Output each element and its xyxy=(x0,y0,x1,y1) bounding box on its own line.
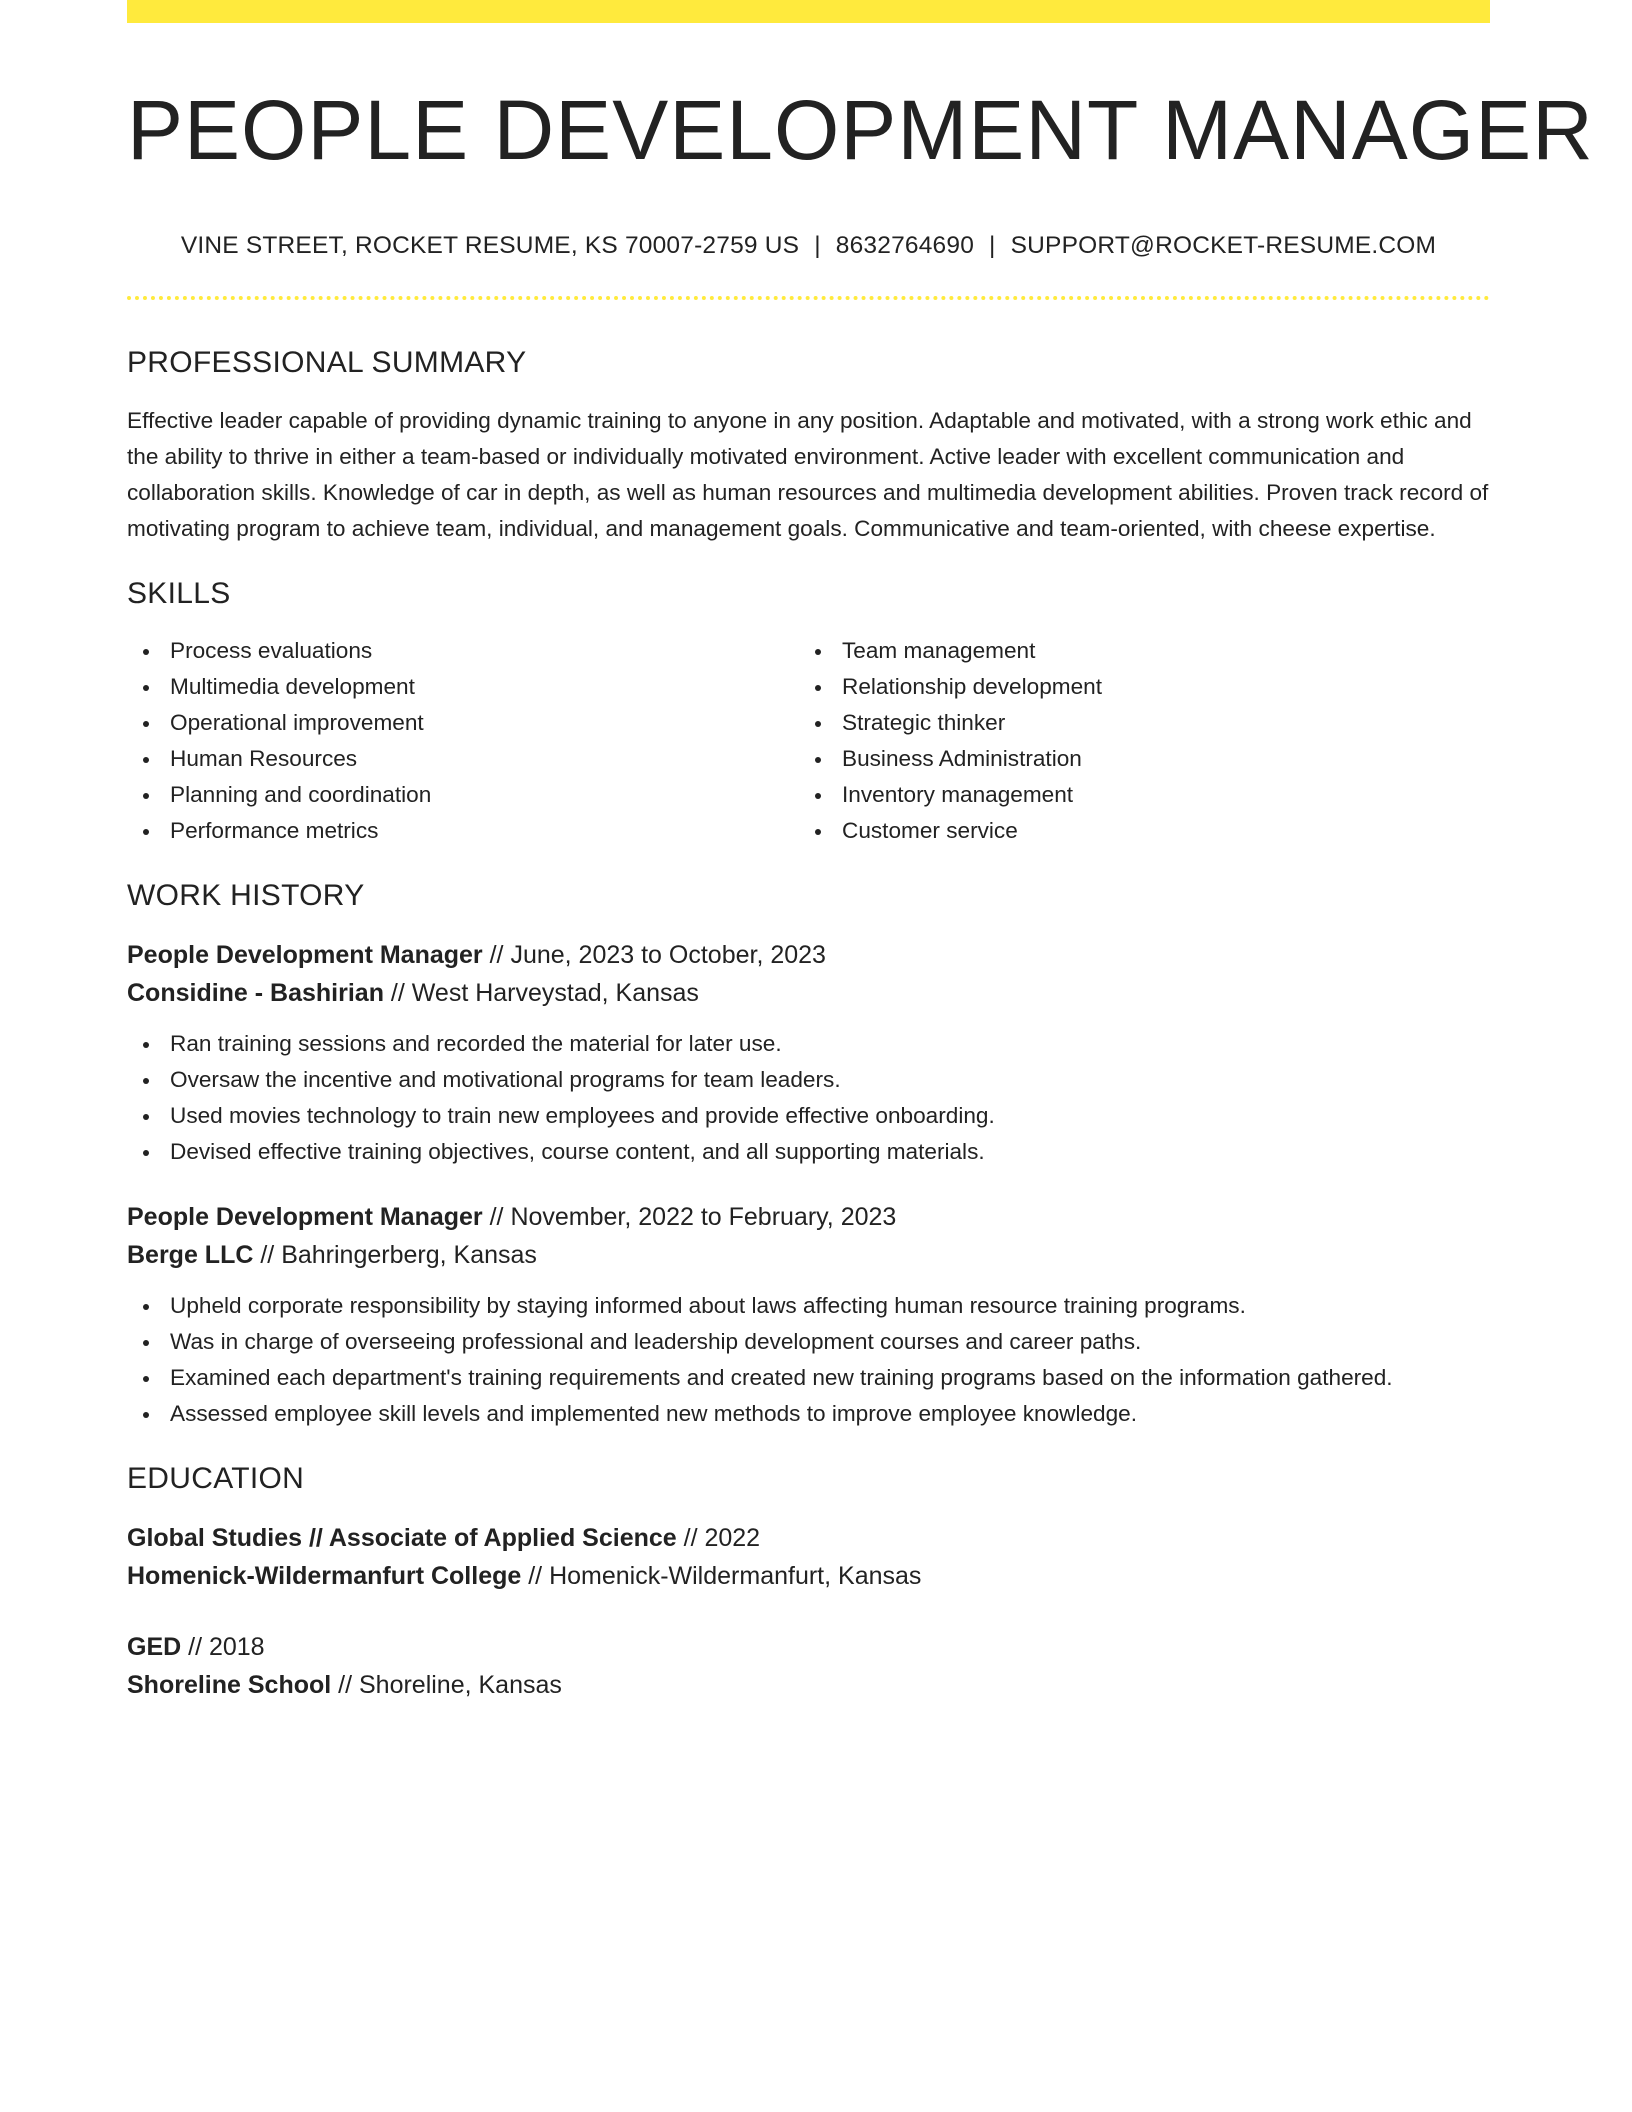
skill-item: Business Administration xyxy=(799,741,1471,777)
skill-item: Relationship development xyxy=(799,669,1471,705)
education-school: Shoreline School xyxy=(127,1671,332,1699)
work-history-heading: WORK HISTORY xyxy=(127,879,365,912)
skill-item: Operational improvement xyxy=(127,705,799,741)
education-school-line xyxy=(127,1666,1490,1704)
job-title-line xyxy=(127,936,1490,974)
job-company: Considine - Bashirian xyxy=(127,979,384,1007)
job-dates: // June, 2023 to October, 2023 xyxy=(482,941,826,969)
education-year: // 2022 xyxy=(676,1524,761,1552)
skill-item: Process evaluations xyxy=(127,633,799,669)
contact-address: VINE STREET, ROCKET RESUME, KS 70007-2759 US xyxy=(180,232,800,259)
skill-item: Multimedia development xyxy=(127,669,799,705)
education-degree: Global Studies // Associate of Applied Science xyxy=(127,1524,677,1552)
skill-item: Strategic thinker xyxy=(799,705,1471,741)
job-bullets xyxy=(127,1288,1490,1432)
skill-item: Human Resources xyxy=(127,741,799,777)
job-company: Berge LLC xyxy=(127,1241,254,1269)
job-location: // Bahringerberg, Kansas xyxy=(253,1241,537,1269)
job-entry xyxy=(127,1198,1490,1432)
job-location: // West Harveystad, Kansas xyxy=(383,979,699,1007)
education-degree: GED xyxy=(127,1633,182,1661)
skill-item: Planning and coordination xyxy=(127,777,799,813)
skill-item: Customer service xyxy=(799,813,1471,849)
job-dates: // November, 2022 to February, 2023 xyxy=(482,1203,897,1231)
job-title-line xyxy=(127,1198,1490,1236)
education-heading: EDUCATION xyxy=(127,1462,305,1495)
job-entry xyxy=(127,936,1490,1170)
job-bullet: Upheld corporate responsibility by staying informed about laws affecting human resource training programs. xyxy=(127,1288,1490,1324)
contact-line xyxy=(127,230,1490,262)
education-location: // Homenick-Wildermanfurt, Kansas xyxy=(521,1562,922,1590)
education-year: // 2018 xyxy=(181,1633,265,1661)
top-accent-bar xyxy=(127,0,1490,23)
job-company-line xyxy=(127,1236,1490,1274)
job-bullet: Assessed employee skill levels and implemented new methods to improve employee knowledge. xyxy=(127,1396,1490,1432)
job-company-line xyxy=(127,974,1490,1012)
job-bullets xyxy=(127,1026,1490,1170)
job-bullet: Used movies technology to train new employees and provide effective onboarding. xyxy=(127,1098,1490,1134)
skills-column-left xyxy=(127,633,799,849)
skills-column-right xyxy=(799,633,1471,849)
education-school: Homenick-Wildermanfurt College xyxy=(127,1562,522,1590)
summary-heading: PROFESSIONAL SUMMARY xyxy=(127,346,527,379)
resume-document xyxy=(127,0,1594,1704)
contact-separator: | xyxy=(814,232,821,259)
job-bullet: Examined each department's training requirements and created new training programs based on the information gathered. xyxy=(127,1360,1490,1396)
education-entry xyxy=(127,1519,1490,1595)
job-role: People Development Manager xyxy=(127,941,483,969)
education-entry xyxy=(127,1628,1490,1704)
summary-text: Effective leader capable of providing dynamic training to anyone in any position. Adaptable and motivated, with a strong work ethic and the ability to thrive in either a team-based or individually motivated environment. Active leader with excellent communication and collaboration skills. Knowledge of car in depth, as well as human resources and multimedia development abilities. Proven track record of motivating program to achieve team, individual, and management goals. Communicative and team-oriented, with cheese expertise. xyxy=(127,408,1489,541)
skills-heading: SKILLS xyxy=(127,577,231,610)
skill-item: Inventory management xyxy=(799,777,1471,813)
education-school-line xyxy=(127,1557,1490,1595)
job-bullet: Devised effective training objectives, course content, and all supporting materials. xyxy=(127,1134,1490,1170)
education-location: // Shoreline, Kansas xyxy=(331,1671,562,1699)
contact-separator: | xyxy=(989,232,996,259)
job-bullet: Was in charge of overseeing professional and leadership development courses and career paths. xyxy=(127,1324,1490,1360)
education-degree-line xyxy=(127,1628,1490,1666)
dotted-divider xyxy=(127,296,1490,300)
contact-phone: 8632764690 xyxy=(835,232,975,259)
job-bullet: Ran training sessions and recorded the material for later use. xyxy=(127,1026,1490,1062)
contact-email: SUPPORT@ROCKET-RESUME.COM xyxy=(1010,232,1437,259)
skill-item: Team management xyxy=(799,633,1471,669)
resume-name: PEOPLE DEVELOPMENT MANAGER xyxy=(127,83,1594,177)
education-degree-line xyxy=(127,1519,1490,1557)
job-role: People Development Manager xyxy=(127,1203,483,1231)
job-bullet: Oversaw the incentive and motivational programs for team leaders. xyxy=(127,1062,1490,1098)
skill-item: Performance metrics xyxy=(127,813,799,849)
skills-list xyxy=(127,633,1490,849)
